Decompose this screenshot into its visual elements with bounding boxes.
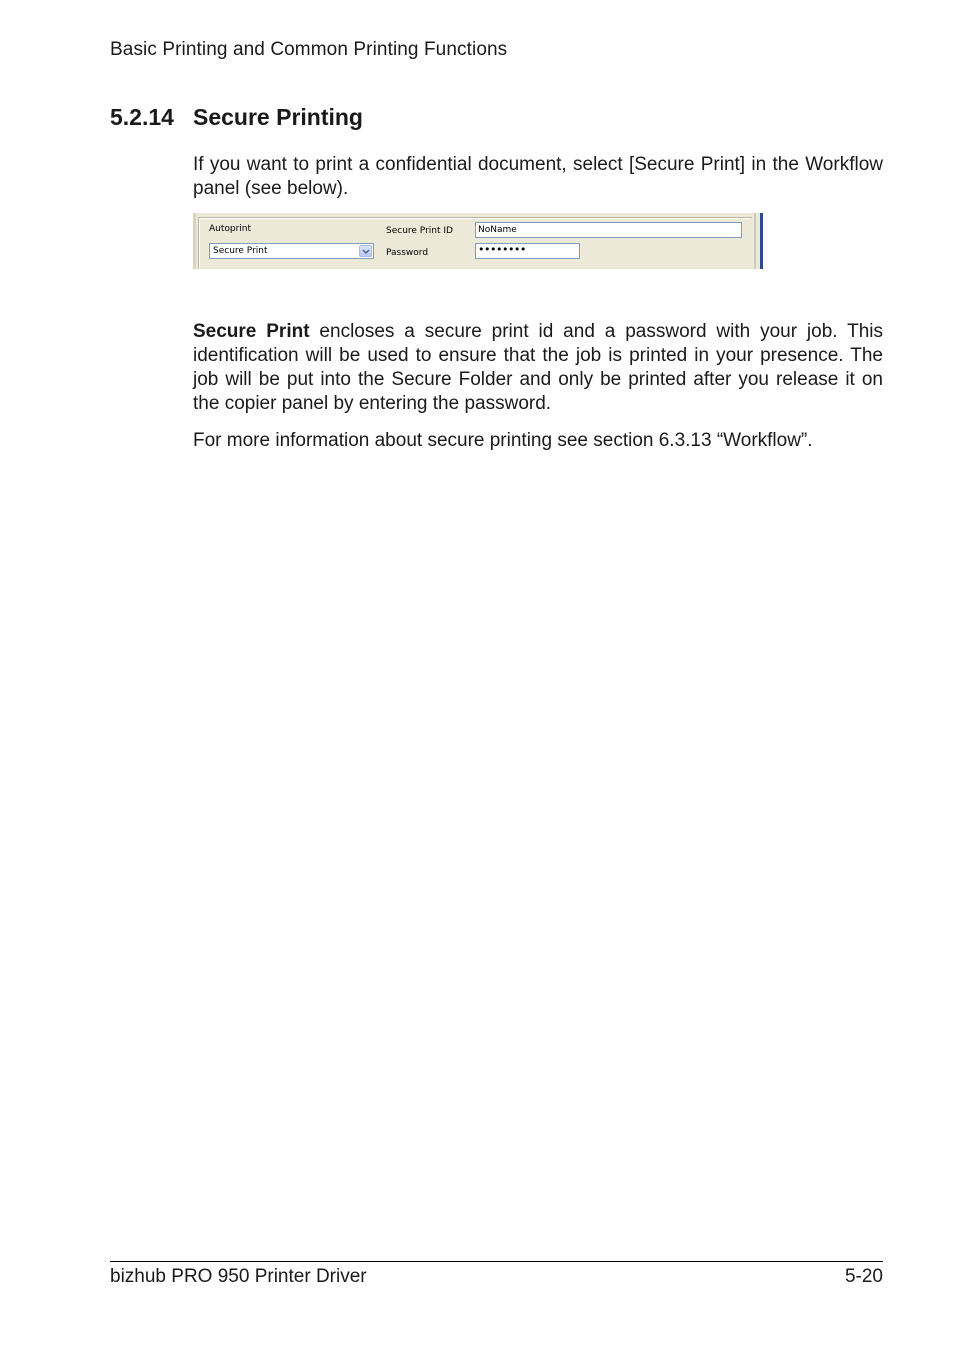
footer-product-name: bizhub PRO 950 Printer Driver [110, 1266, 367, 1287]
footer-page-number: 5-20 [844, 1266, 883, 1287]
password-input[interactable] [475, 243, 580, 259]
running-header: Basic Printing and Common Printing Functions [110, 39, 508, 60]
panel-shadow [754, 213, 756, 269]
dropdown-button[interactable] [359, 245, 372, 257]
secure-print-id-value: NoName [478, 225, 517, 235]
password-label: Password [386, 248, 429, 258]
intro-paragraph: If you want to print a confidential document, select [Secure Print] in the Workflow panel (see below). [193, 154, 883, 199]
workflow-panel-excerpt [193, 213, 763, 269]
panel-edge [193, 213, 196, 269]
secure-print-id-label: Secure Print ID [386, 226, 453, 236]
chevron-down-icon [362, 248, 370, 255]
secure-print-term: Secure Print [193, 321, 310, 342]
footer-divider [110, 1261, 883, 1262]
section-title [110, 104, 363, 131]
secure-print-id-input[interactable] [475, 222, 742, 238]
more-info-paragraph: For more information about secure printing see section 6.3.13 “Workflow”. [193, 430, 813, 451]
secure-print-paragraph [193, 320, 883, 416]
password-masked-value: •••••••• [478, 243, 526, 256]
secure-print-description: encloses a secure print id and a password with your job. This identification will be used to ensure that the job is printed in your presence. The job will be put into the Secure Folder and only be printed after you release it on the copier panel by entering the password. [193, 321, 883, 414]
section-number: 5.2.14 [110, 104, 174, 130]
autoprint-selected-value: Secure Print [213, 246, 268, 256]
autoprint-label: Autoprint [209, 224, 252, 234]
autoprint-select[interactable] [209, 243, 374, 259]
section-title-text: Secure Printing [193, 104, 363, 130]
